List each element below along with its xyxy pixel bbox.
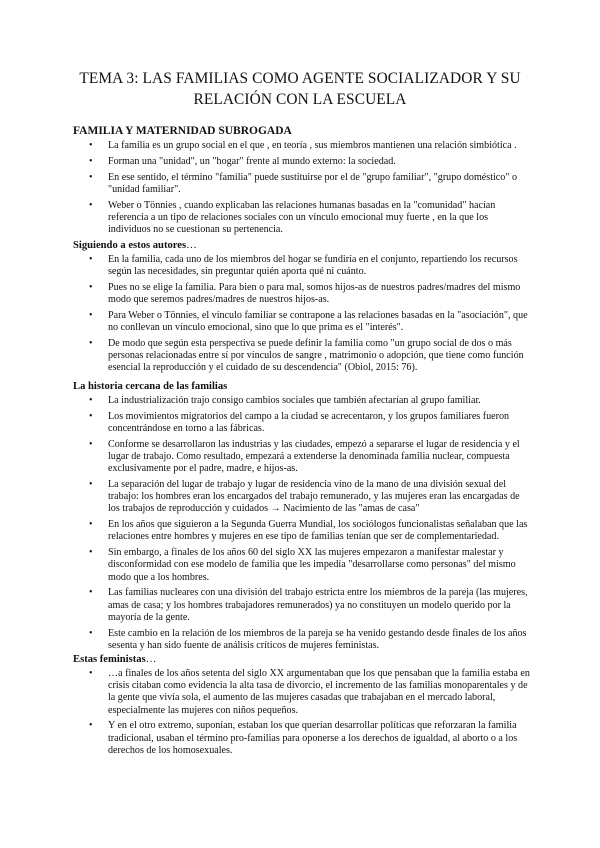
bullet-list-section-2 (73, 254, 533, 378)
list-item: • Y en el otro extremo, suponían, estaban los que querían desarrollar políticas que reforzaran la familia tradicional, usaban el término pro-familias para oponerse a los derechos de igualdad, al aborto o a los derechos de los homosexuales. (73, 720, 533, 757)
section-heading-siguiendo (73, 240, 197, 251)
list-item: • Los movimientos migratorios del campo a la ciudad se acrecentaron, y los grupos familiares fueron concentrándose en torno a las fábricas. (73, 411, 533, 435)
section-heading-text: Siguiendo a estos autores (73, 240, 187, 251)
list-item: • En la familia, cada uno de los miembros del hogar se fundiría en el conjunto, repartiendo los recursos según las necesidades, sin preguntar quién aporta qué ni cuánto. (73, 254, 533, 278)
list-item: • Las familias nucleares con una división del trabajo estricta entre los miembros de la pareja (las mujeres, amas de casa; y los hombres trabajadores remunerados) ya no constituyen un modelo querido por la mayoría de la gente. (73, 587, 533, 624)
list-item: • De modo que según esta perspectiva se puede definir la familia como "un grupo social de dos o más personas relacionadas entre sí por vínculos de sangre , matrimonio o adopción, que tiene como función esencial la reproducción y el cuidado de su descendencia" (Obiol, 2015: 76). (73, 338, 533, 375)
page-title (60, 68, 540, 110)
section-heading-ellipsis: … (145, 654, 157, 665)
section-heading-text: Estas feministas (73, 654, 146, 665)
bullet-list-section-3 (73, 395, 533, 656)
section-heading-historia: La historia cercana de las familias (73, 381, 228, 392)
list-item: • Weber o Tönnies , cuando explicaban las relaciones humanas basadas en la "comunidad" hacían referencia a un tipo de relaciones sociales con un vínculo emocional muy fuerte , en la que los individuos no se cuestionan su pertenencia. (73, 200, 533, 237)
list-item: • Para Weber o Tönnies, el vínculo familiar se contrapone a las relaciones basadas en la "asociación", que no conllevan un vínculo emocional, sino que lo que prima es el "interés". (73, 310, 533, 334)
title-line-1: TEMA 3: LAS FAMILIAS COMO AGENTE SOCIALIZADOR Y SU (79, 70, 521, 87)
list-item: • Forman una "unidad", un "hogar" frente al mundo externo: la sociedad. (73, 156, 533, 168)
list-item: • En ese sentido, el término "familia" puede sustituirse por el de "grupo familiar", "grupo doméstico" o "unidad familiar". (73, 172, 533, 196)
list-item: • La separación del lugar de trabajo y lugar de residencia vino de la mano de una división sexual del trabajo: los hombres eran los encargados del trabajo remunerado, y las mujeres eran las encargadas de los trabajos de reproducción y cuidados → Nacimiento de las "amas de casa" (73, 479, 533, 516)
list-item: • Sin embargo, a finales de los años 60 del siglo XX las mujeres empezaron a manifestar malestar y disconformidad con ese modelo de familia que les impedía "desarrollarse como personas" del mismo modo que a los hombres. (73, 547, 533, 584)
list-item: • La industrialización trajo consigo cambios sociales que también afectarían al grupo familiar. (73, 395, 533, 407)
section-heading-ellipsis: … (186, 240, 197, 251)
list-item: • Conforme se desarrollaron las industrias y las ciudades, empezó a separarse el lugar de residencia y el lugar de trabajo. Como resultado, empezará a extenderse la denominada familia nuclear, compuesta exclusivamente por el padre, madre, e hijos-as. (73, 439, 533, 476)
list-item: • Pues no se elige la familia. Para bien o para mal, somos hijos-as de nuestros padres/madres del mismo modo que seremos padres/madres de nuestros hijos-as. (73, 282, 533, 306)
bullet-list-section-1 (73, 140, 533, 240)
title-line-2: RELACIÓN CON LA ESCUELA (193, 91, 407, 108)
section-heading-familia-maternidad: FAMILIA Y MATERNIDAD SUBROGADA (73, 125, 292, 137)
list-item: • Este cambio en la relación de los miembros de la pareja se ha venido gestando desde finales de los años sesenta y han sido fuente de análisis críticos de mujeres feministas. (73, 628, 533, 652)
list-item: • …a finales de los años setenta del siglo XX argumentaban que los que pensaban que la familia estaba en crisis citaban como evidencia la alta tasa de divorcio, el incremento de las familias monoparentales y de la gente que vivía sola, el aumento de las mujeres casadas que trabajaban en el mercado laboral, especialmente las mujeres con niños pequeños. (73, 668, 533, 717)
section-heading-feministas (73, 654, 156, 665)
bullet-list-section-4 (73, 668, 533, 761)
list-item: • En los años que siguieron a la Segunda Guerra Mundial, los sociólogos funcionalistas señalaban que las relaciones entre hombres y mujeres en ese tipo de familias tenían que ser de complementariedad. (73, 519, 533, 543)
list-item: • La familia es un grupo social en el que , en teoría , sus miembros mantienen una relación simbiótica . (73, 140, 533, 152)
